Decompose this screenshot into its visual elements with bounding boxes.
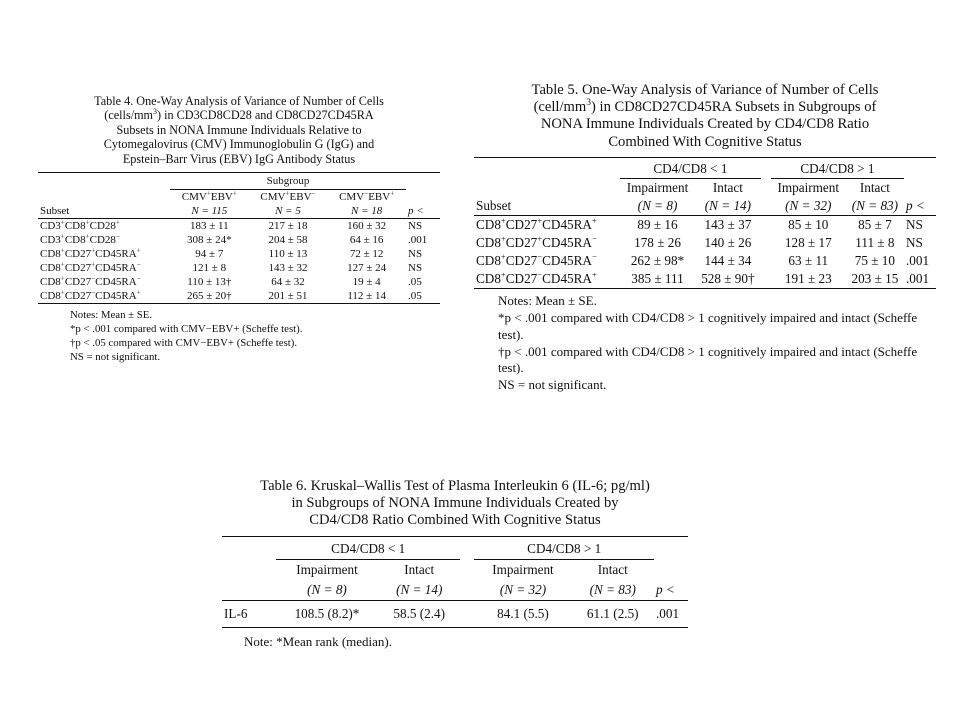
table-row: CD8+CD27+CD45RA− 121 ± 8 143 ± 32 127 ± 24 NS [40, 260, 423, 274]
group-header: CMV+EBV+ [181, 189, 237, 203]
subset-header: Subset [476, 197, 512, 213]
table-row: CD3+CD8+CD28− 308 ± 24* 204 ± 58 64 ± 16 .001 [40, 232, 428, 246]
table-5-body: CD4/CD8 < 1 CD4/CD8 > 1 Impairment Intact Impairment Intact Subset (N = 8) (N = 14) (N = 32) (N = 83) p < CD8+CD27+CD45RA+ 89 ± 16 143 ± 37 85 ± 10 85 ± 7 NS CD8+CD27+CD45RA− 178 ± 26 140 ± 26 128 ± 17 111 ± 8 NS CD8+CD27−CD45RA− 262 ± 98* 144 ± 34 63 ± 11 75 ± 10 .001 CD8+CD27−CD45RA+ 385 ± 111 528 ± 90† 191 ± 23 203 ± 15 .001 [474, 158, 936, 289]
table-5 [474, 82, 936, 394]
table-row: CD8+CD27+CD45RA− 178 ± 26 140 ± 26 128 ± 17 111 ± 8 NS [476, 233, 923, 250]
table-row: CD3+CD8+CD28+ 183 ± 11 217 ± 18 160 ± 32 NS [40, 218, 423, 232]
subset-header: Subset [40, 204, 70, 217]
table-row: CD8+CD27−CD45RA− 262 ± 98* 144 ± 34 63 ± 11 75 ± 10 .001 [476, 251, 930, 268]
subgroup-header: Subgroup [170, 173, 406, 190]
group-header: CMV−EBV+ [339, 189, 395, 203]
p-header: p < [408, 204, 424, 217]
p-header: p < [656, 581, 675, 597]
table-row: IL-6 108.5 (8.2)* 58.5 (2.4) 84.1 (5.5) 61.1 (2.5) .001 [222, 600, 688, 627]
group-high-header: CD4/CD8 > 1 [771, 158, 904, 179]
table-4-caption: Table 4. One-Way Analysis of Variance of Number of Cells $(cells/mm^3)$ in CD3CD8CD28 and CD8CD27CD45RA Subsets in NONA Immune Individuals Relative to Cytomegalovirus (CMV) Immunoglobulin G (IgG) and Epstein–Barr Virus (EBV) IgG Antibody Status [94, 94, 384, 166]
table-4 [38, 94, 440, 364]
table-4-body [38, 173, 440, 304]
table-5-caption: Table 5. One-Way Analysis of Variance of Number of Cells $(cell/mm^3)$ in CD8CD27CD45RA Subsets in Subgroups of NONA Immune Individuals Created by CD4/CD8 Ratio Combined With Cognitive Status [531, 82, 879, 150]
table-row: CD8+CD27+CD45RA+ 89 ± 16 143 ± 37 85 ± 10 85 ± 7 NS [476, 215, 923, 232]
table-6-note: Note: *Mean rank (median). [244, 633, 393, 649]
group-low-header: CD4/CD8 < 1 [620, 158, 761, 179]
group-n: N = 115 [191, 204, 228, 217]
group-low-header: CD4/CD8 < 1 [276, 537, 460, 560]
table-6 [222, 478, 688, 651]
table-row: CD8+CD27−CD45RA− 110 ± 13† 64 ± 32 19 ± 4 .05 [40, 274, 422, 288]
group-high-header: CD4/CD8 > 1 [474, 537, 654, 560]
p-header: p < [906, 197, 925, 213]
table-row: CD8+CD27−CD45RA+ 385 ± 111 528 ± 90† 191 ± 23 203 ± 15 .001 [474, 270, 936, 289]
group-header: CMV+EBV− [260, 189, 316, 203]
table-row: CD8+CD27+CD45RA+ 94 ± 7 110 ± 13 72 ± 12 NS [40, 246, 423, 260]
group-n: N = 5 [275, 204, 301, 217]
table-4-notes: Notes: Mean ± SE. *p < .001 compared with CMV−EBV+ (Scheffe test). †p < .05 compared with CMV−EBV+ (Scheffe test). NS = not significant. [70, 308, 303, 364]
table-row: CD8+CD27−CD45RA+ 265 ± 20† 201 ± 51 112 ± 14 .05 [38, 289, 440, 304]
table-6-body: CD4/CD8 < 1 CD4/CD8 > 1 Impairment Intact Impairment Intact (N = 8) (N = 14) (N = 32) (N = 83) p < IL-6 108.5 (8.2)* 58.5 (2.4) 84.1 (5.5) 61.1 (2.5) .001 [222, 537, 688, 628]
group-n: N = 18 [351, 204, 383, 217]
table-5-notes: Notes: Mean ± SE. *p < .001 compared with CD4/CD8 > 1 cognitively impaired and intact (Scheffe test). †p < .001 compared with CD4/CD8 > 1 cognitively impaired and intact (Scheffe test). NS = not significant. [498, 292, 918, 393]
table-6-caption: Table 6. Kruskal–Wallis Test of Plasma Interleukin 6 (IL-6; pg/ml) in Subgroups of NONA Immune Individuals Created by CD4/CD8 Ratio Combined With Cognitive Status [260, 478, 650, 529]
